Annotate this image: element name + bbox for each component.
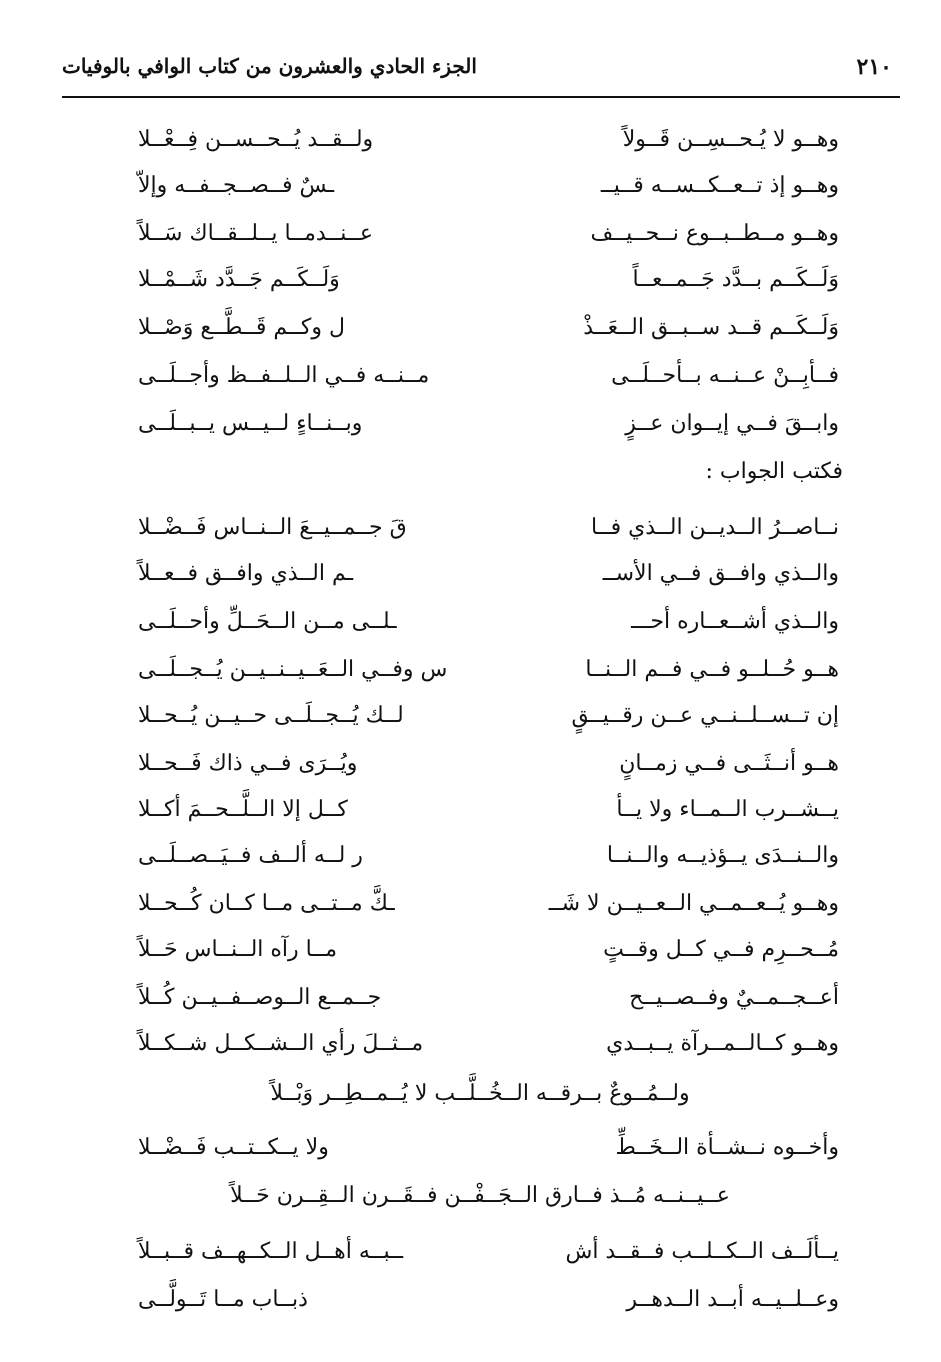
verse-left-hemistich: مــا رآه الــنــاس حَــلاً [138,937,338,962]
centered-verse: ولــمُــوعٌ بــرقــه الــخُــلَّــب لا يُــمــطِــر وَبْــلاً [270,1081,690,1106]
running-title: الجزء الحادي والعشرون من كتاب الوافي بالوفيات [62,54,477,78]
verse-right-hemistich: وابــقَ فــي إيــوان عــزٍ [625,411,839,436]
verse-right-hemistich: والــذي وافــق فــي الأســ [602,561,839,586]
verse-right-hemistich: وهــو إذ تــعــكــســه قــيــ [600,173,839,198]
verse-right-hemistich: وعــلــيــه أبــد الــدهــر [626,1287,839,1312]
verse-left-hemistich: ل وكــم قَــطَّــع وَصْــلا [138,315,345,340]
verse-right-hemistich: وأخــوه نــشــأة الــخَــطِّ [615,1135,839,1160]
verse-left-hemistich: ـسٌ فــصــجــفــه وإلاّ [138,173,335,198]
verse-right-hemistich: يــشــرب الــمــاء ولا يــأ [616,797,839,822]
verse-left-hemistich: لــك يُــجــلَــى حــيــن يُــحــلا [138,703,404,728]
verse-right-hemistich: وَلَــكَــم قــد ســبــق الــعَــذْ [583,315,839,340]
verse-right-hemistich: هــو أنــثَــى فــي زمــانٍ [619,751,839,776]
verse-right-hemistich: وهــو مــطــبــوع نــحــيــف [590,221,839,246]
verse-left-hemistich: ذبــاب مــا تَــولَّــى [138,1287,308,1312]
verse-right-hemistich: وَلَــكَــم بــدَّد جَــمــعــاً [632,267,839,292]
verse-left-hemistich: وبــنــاءٍ لــيــس يــبــلَــى [138,411,363,436]
verse-left-hemistich: ـلــى مــن الــحَــلِّ وأحــلَــى [138,609,397,634]
verse-right-hemistich: مُــحــرِم فــي كــل وقــتٍ [603,937,839,962]
verse-right-hemistich: والــنــدَى يــؤذيــه والــنــا [606,843,839,868]
centered-verse: عــيــنــه مُــذ فــارق الــجَــفْــن فــقَــرن الــقِــرن حَــلاً [230,1183,730,1208]
verse-right-hemistich: والــذي أشــعــاره أحـــ [631,609,839,634]
verse-right-hemistich: وهــو يُــعــمــي الــعــيــن لا شَــ [548,891,839,916]
verse-left-hemistich: ويُــرَى فــي ذاك فَــحــلا [138,751,358,776]
page-number: ٢١٠ [856,54,892,80]
verse-right-hemistich: وهــو كــالــمــرآة يــبــدي [606,1031,839,1056]
verse-right-hemistich: وهــو لا يُـحــسِــن قَــولاً [622,127,839,152]
verse-left-hemistich: ــبــه أهــل الــكــهــف قــبــلاً [138,1239,404,1264]
verse-left-hemistich: وَلَــكَــم جَــدَّد شَــمْــلا [138,267,340,292]
verse-left-hemistich: عــنــدمــا يــلــقــاك سَــلاً [138,221,373,246]
verse-left-hemistich: ـكَّ مــتــى مــا كــان كُــحــلا [138,891,395,916]
verse-right-hemistich: فــأبِــنْ عــنــه بــأحــلَــى [611,363,839,388]
verse-left-hemistich: مــثــلَ رأي الــشــكــل شــكــلاً [138,1031,424,1056]
verse-right-hemistich: إن تــســلــنــي عــن رقــيــقٍ [571,703,839,728]
section-label: فكتب الجواب : [705,459,843,484]
verse-left-hemistich: ولا يــكــتــب فَــضْــلا [138,1135,329,1160]
verse-right-hemistich: هــو حُــلــو فــي فــم الــنــا [585,657,839,682]
verse-left-hemistich: ـم الــذي وافــق فــعــلاً [138,561,354,586]
verse-right-hemistich: أعــجــمــيٌ وفــصــيــح [629,985,839,1010]
verse-left-hemistich: كــل إلا الــلَّــحــمَ أكــلا [138,797,348,822]
verse-left-hemistich: س وفــي الــعَــيــنــيــن يُــجــلَــى [138,657,448,682]
verse-left-hemistich: مــنــه فــي الــلــفــظ وأجــلَــى [138,363,430,388]
verse-left-hemistich: جــمــع الــوصــفــيــن كُــلاً [138,985,382,1010]
verse-right-hemistich: نــاصــرُ الــديــن الــذي فــا [590,515,839,540]
verse-left-hemistich: قَ جــمــيــعَ الــنــاس فَــضْــلا [138,515,407,540]
verse-right-hemistich: يــألَــف الــكــلــب فــقــد أش [565,1239,839,1264]
verse-left-hemistich: ولــقــد يُــحــســن فِــعْــلا [138,127,374,152]
verse-left-hemistich: ر لــه ألــف فــيَــصــلَــى [138,843,363,868]
